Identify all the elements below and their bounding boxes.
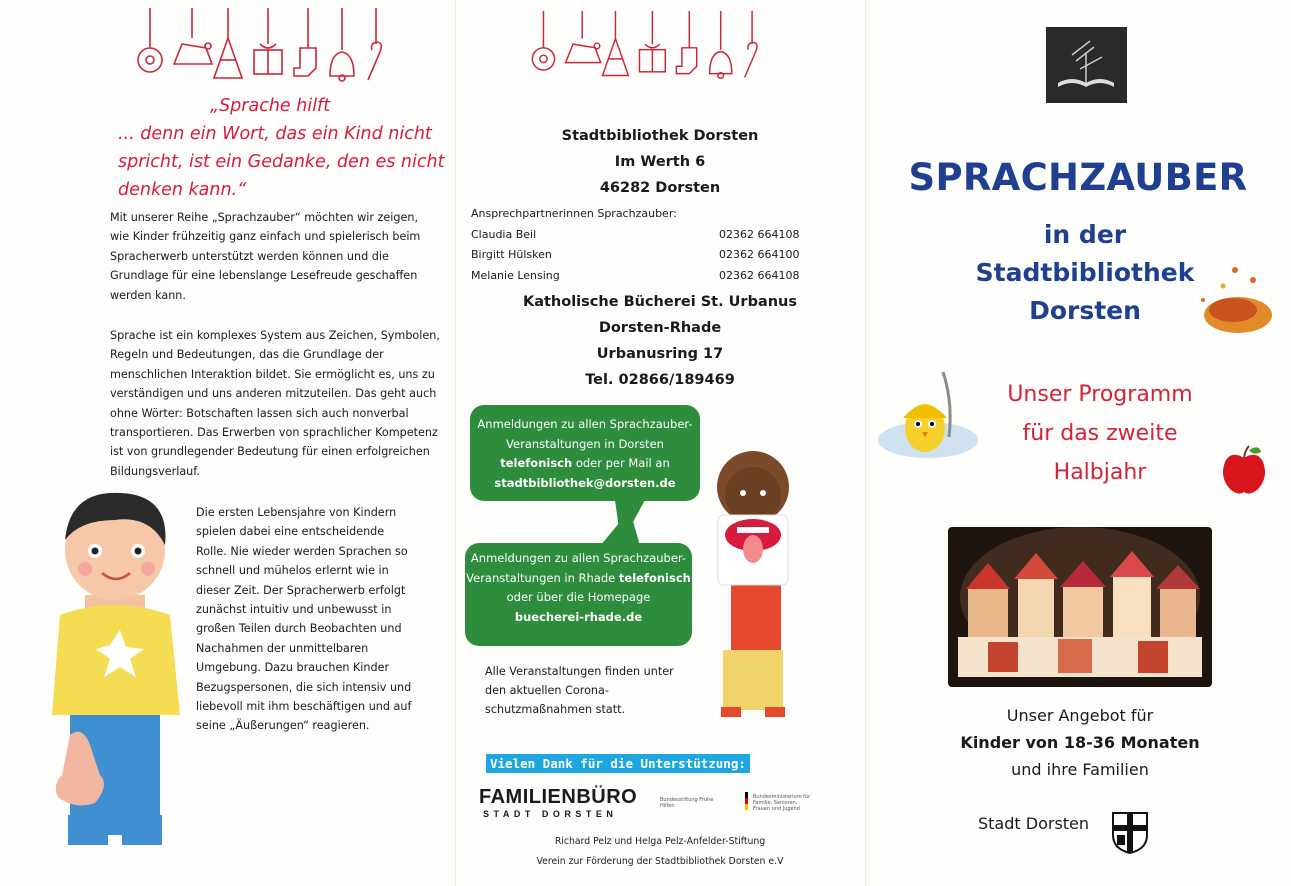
- contacts-list: [471, 204, 801, 286]
- contacts-heading: Ansprechpartnerinnen Sprachzauber:: [471, 207, 677, 220]
- address-line: Tel. 02866/189469: [585, 372, 735, 388]
- contact-phone: 02362 664100: [719, 248, 800, 261]
- bubble-text: oder per Mail an: [572, 456, 670, 470]
- contact-name: Melanie Lensing: [471, 268, 560, 282]
- intro-paragraph: Mit unserer Reihe „Sprachzauber“ möchten wir zeigen, wie Kinder frühzeitig ganz einfach und spielerisch beim Spracherwerb unterstützt werden können und die Grundlage für eine lebenslange Lesefreude geschaffen werden kann.: [110, 211, 421, 302]
- panel-right: [865, 0, 1291, 886]
- website-link[interactable]: buecherei-rhade.de: [514, 609, 643, 624]
- early-years-paragraph: Die ersten Lebensjahre von Kindern spielen dabei eine entscheidende Rolle. Nie wieder werden Sprachen so schnell und mühelos erlernt wie in dieser Zeit. Der Spracherwerb erfolgt zunächst intuitiv und unbewusst in großen Teilen durch Beobachten und Nachahmen der unmittelbaren Umgebung. Dazu brauchen Kinder Bezugspersonen, die sich intensiv und liebevoll mit ihm beschäftigen und auf seine „Äußerungen“ reagieren.: [196, 506, 412, 733]
- sponsor-line: Richard Pelz und Helga Pelz-Anfelder-Stiftung: [554, 836, 766, 847]
- email-link[interactable]: stadtbibliothek@dorsten.de: [494, 475, 676, 490]
- contact-row: [471, 225, 801, 246]
- flag-icon: [745, 792, 748, 810]
- program-text: [985, 375, 1215, 492]
- buecherei-address: [455, 289, 865, 393]
- apple-icon: [1221, 444, 1267, 496]
- lantern-houses-photo: [948, 527, 1212, 687]
- quote-line: „Sprache hilft: [210, 96, 331, 116]
- address-line: Im Werth 6: [614, 154, 706, 170]
- contact-phone: 02362 664108: [719, 227, 800, 241]
- offer-line: Unser Angebot für: [1006, 706, 1154, 725]
- thanks-banner: Vielen Dank für die Unterstützung:: [486, 754, 750, 773]
- address-line: Katholische Bücherei St. Urbanus: [522, 294, 798, 310]
- christmas-ornaments: [525, 8, 765, 83]
- bubble-text-bold: telefonisch: [500, 456, 573, 470]
- program-line: Halbjahr: [1053, 460, 1147, 485]
- bubble-text: oder über die Homepage: [506, 590, 651, 604]
- subtitle-line: Dorsten: [1029, 296, 1141, 325]
- sponsor-line: Verein zur Förderung der Stadtbibliothek Dorsten e.V: [536, 856, 784, 867]
- ornament-icon-row: [525, 8, 765, 83]
- program-line: Unser Programm: [1007, 382, 1193, 407]
- subtitle-line: Stadtbibliothek: [975, 258, 1195, 287]
- quote: [118, 92, 448, 204]
- contact-name: Claudia Beil: [471, 227, 537, 241]
- registration-bubble-rhade: [465, 543, 692, 646]
- library-address: [455, 123, 865, 201]
- address-line: Stadtbibliothek Dorsten: [561, 128, 759, 144]
- registration-bubble-dorsten: [470, 405, 700, 501]
- city-label: Stadt Dorsten: [978, 814, 1090, 833]
- offer-line-bold: Kinder von 18-36 Monaten: [960, 733, 1200, 752]
- offer-line: und ihre Familien: [1011, 760, 1149, 779]
- book-logo: [1046, 27, 1127, 103]
- logo-subtext: STADT DORSTEN: [483, 809, 618, 819]
- chick-illustration: [873, 362, 983, 462]
- quote-line: ... denn ein Wort, das ein Kind nicht: [118, 124, 432, 144]
- bubble-text: Anmeldungen zu allen Sprachzauber-Veranstaltungen in Dorsten: [477, 417, 693, 451]
- panel-middle: [455, 0, 865, 886]
- contact-row: [471, 266, 801, 287]
- city-crest-icon: [1111, 811, 1149, 855]
- panel-left: [0, 0, 455, 886]
- page-title: SPRACHZAUBER: [908, 156, 1248, 199]
- photo-image: [948, 527, 1212, 687]
- quote-line: spricht, ist ein Gedanke, den es nicht: [118, 152, 445, 172]
- bubble-text: Anmeldungen zu allen Sprachzauber-Veranstaltungen in Rhade: [466, 551, 687, 585]
- autumn-leaves-icon: [1183, 250, 1275, 342]
- logo-text: FAMILIENBÜRO: [479, 786, 638, 808]
- contact-row: [471, 245, 801, 266]
- christmas-ornaments: [130, 8, 390, 83]
- subtitle-line: in der: [1043, 220, 1127, 249]
- address-line: Dorsten-Rhade: [598, 320, 722, 336]
- address-line: Urbanusring 17: [596, 346, 724, 362]
- contact-name: Birgitt Hülsken: [471, 248, 552, 261]
- offer-text: [930, 702, 1230, 783]
- program-line: für das zweite: [1022, 421, 1178, 446]
- contact-phone: 02362 664108: [719, 268, 800, 282]
- address-line: 46282 Dorsten: [599, 180, 721, 196]
- familienbuero-logo: [479, 786, 639, 819]
- quote-line: denken kann.“: [118, 180, 247, 200]
- fruehe-hilfen-logo: Bundesstiftung Frühe Hilfen: [660, 797, 714, 809]
- bmfsfj-logo: Bundesministerium für Familie, Senioren, Frauen und Jugend: [753, 794, 811, 812]
- boy-illustration: [40, 485, 190, 865]
- open-book-icon: [1046, 27, 1127, 103]
- language-paragraph: Sprache ist ein komplexes System aus Zeichen, Symbolen, Regeln und Bedeutungen, das die Grundlage der menschlichen Interaktion bildet. Sie ermöglicht es, uns zu verständigen und uns anderen mitzuteilen. Das geht auch ohne Wörter: Botschaften lassen sich auch nonverbal transportieren. Das Erwerben von sprachlicher Kompetenz ist von grundlegender Bedeutung für einen erfolgreichen Bildungsverlauf.: [110, 329, 440, 478]
- bubble-text-bold: telefonisch: [618, 570, 691, 585]
- child-illustration: [703, 445, 803, 725]
- corona-note: Alle Veranstaltungen finden unter den aktuellen Corona-schutzmaßnahmen statt.: [485, 665, 674, 716]
- ornament-icon-row: [130, 8, 390, 83]
